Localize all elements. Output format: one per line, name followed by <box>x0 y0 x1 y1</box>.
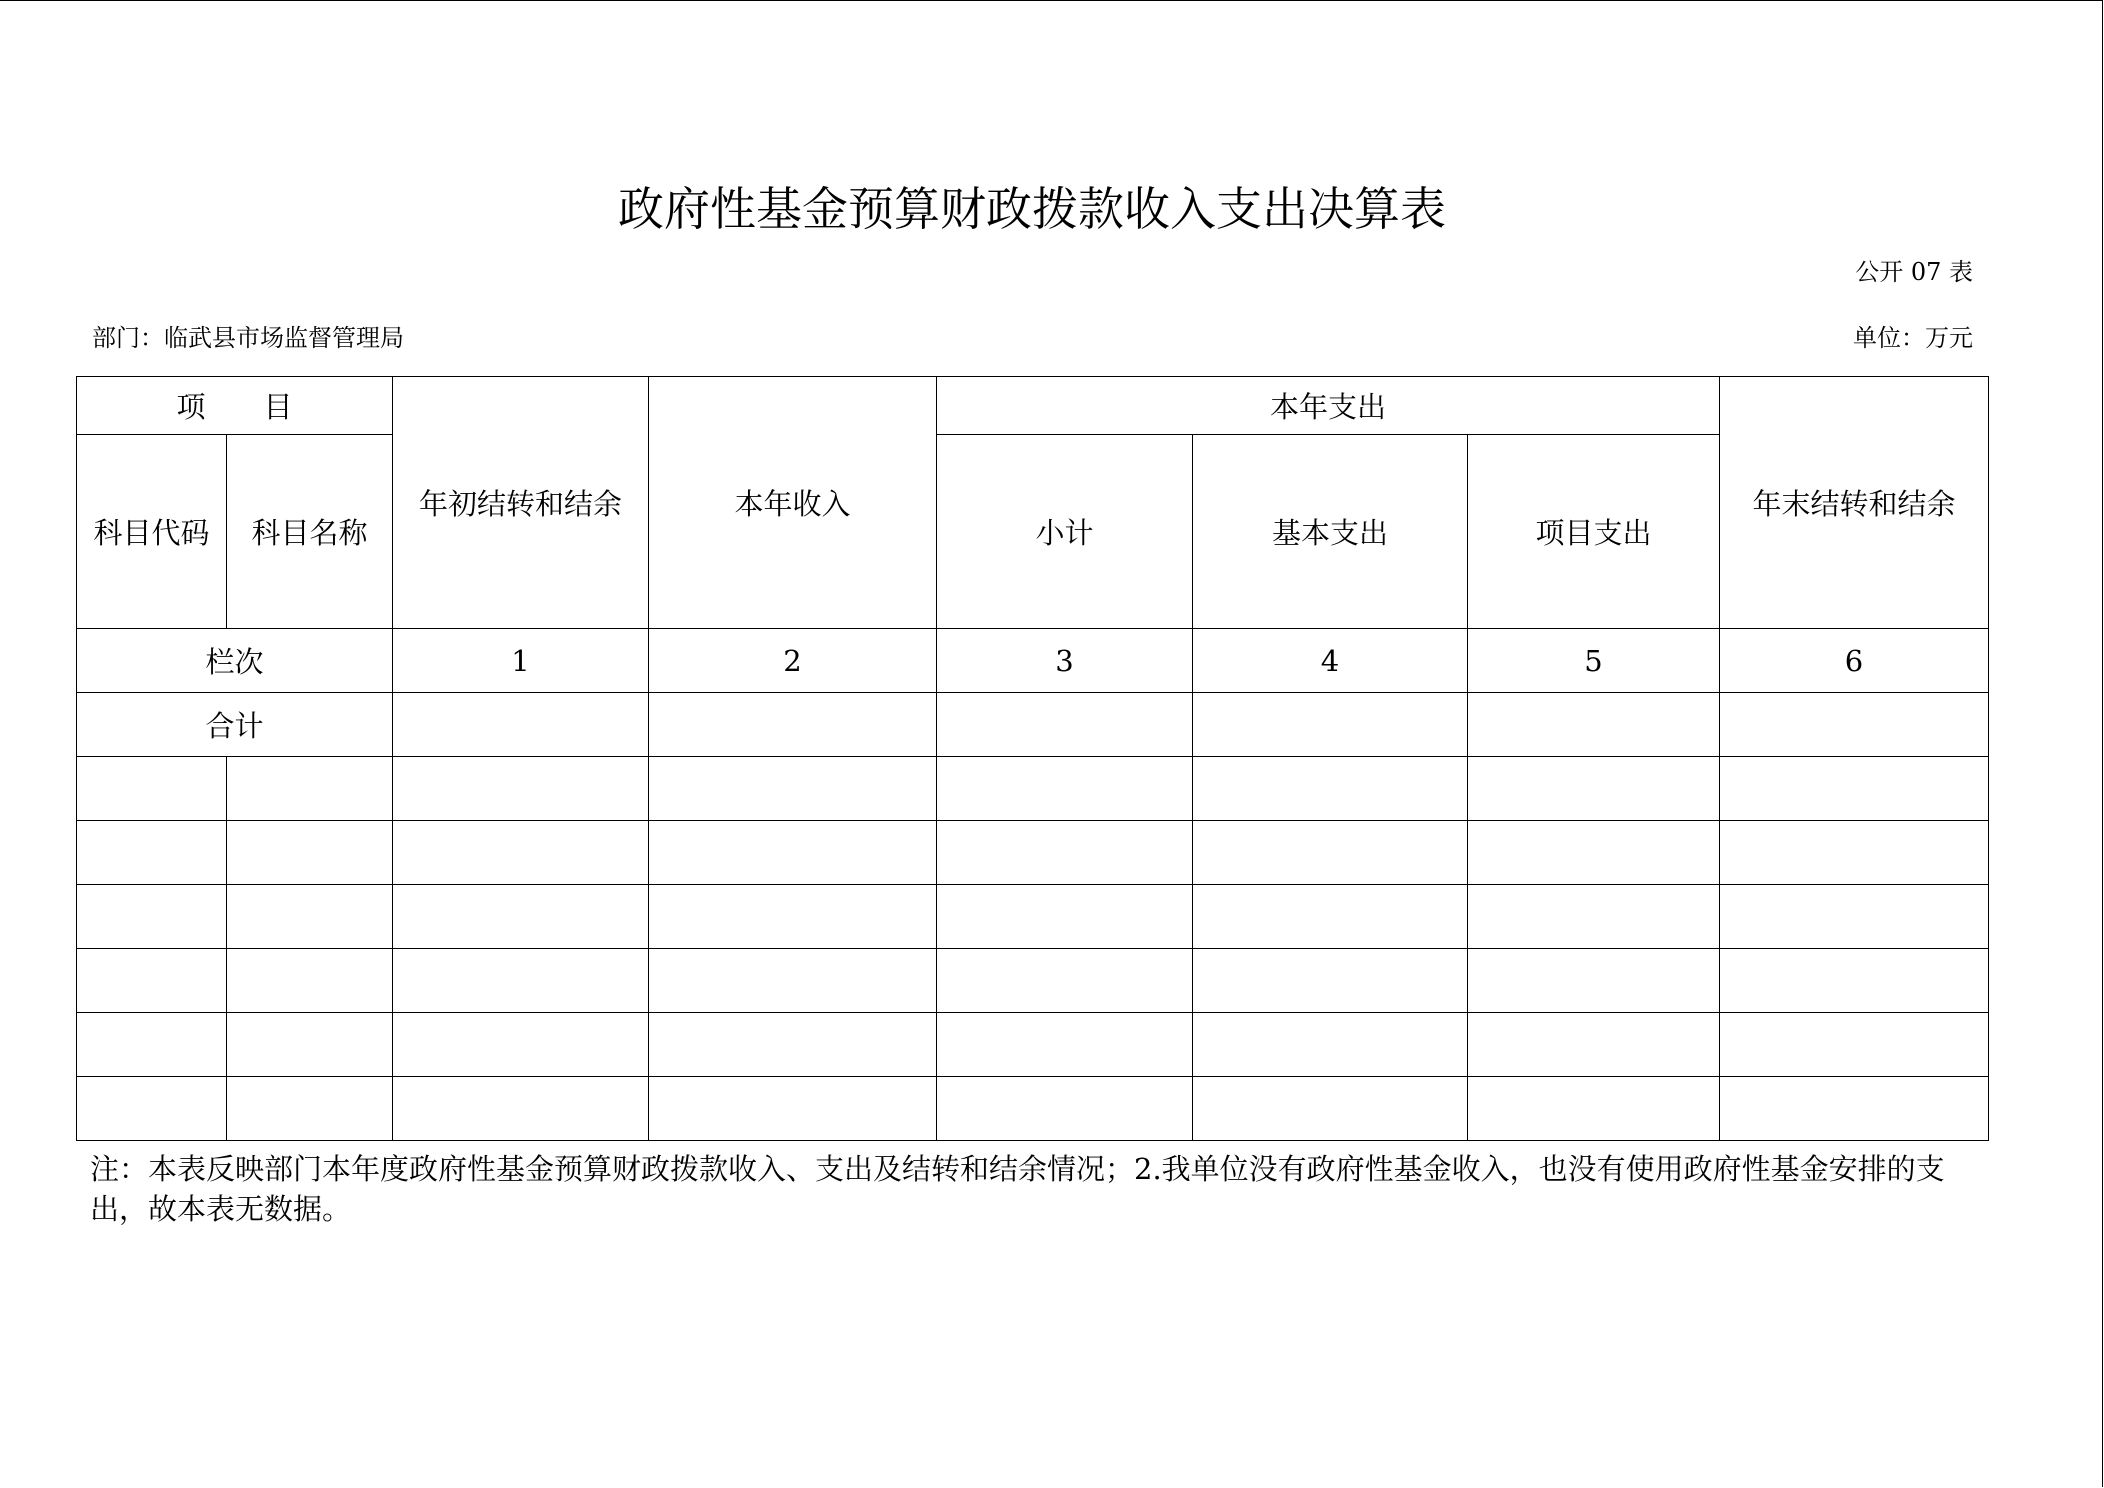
header-item: 项 目 <box>77 377 393 435</box>
table-cell <box>937 1013 1193 1077</box>
table-cell <box>937 949 1193 1013</box>
table-cell <box>649 1013 937 1077</box>
table-cell <box>1468 949 1720 1013</box>
total-label: 合计 <box>77 693 393 757</box>
table-cell <box>1720 821 1989 885</box>
column-number: 1 <box>393 629 649 693</box>
table-cell <box>937 885 1193 949</box>
table-cell <box>227 949 393 1013</box>
header-project: 项目支出 <box>1468 435 1720 629</box>
table-cell <box>1720 1013 1989 1077</box>
header-basic: 基本支出 <box>1193 435 1468 629</box>
table-cell <box>1193 885 1468 949</box>
table-cell <box>1720 757 1989 821</box>
table-cell <box>937 693 1193 757</box>
table-cell <box>1468 821 1720 885</box>
table-cell <box>393 693 649 757</box>
form-number: 公开 07 表 <box>1855 258 1973 286</box>
table-cell <box>1468 885 1720 949</box>
table-cell <box>1193 693 1468 757</box>
table-cell <box>649 693 937 757</box>
column-number: 2 <box>649 629 937 693</box>
table-cell <box>1468 757 1720 821</box>
column-number: 5 <box>1468 629 1720 693</box>
table-cell <box>649 1077 937 1141</box>
column-number-label: 栏次 <box>77 629 393 693</box>
table-row <box>77 949 1989 1013</box>
table-cell <box>393 885 649 949</box>
table-row <box>77 1077 1989 1141</box>
table-cell <box>227 1013 393 1077</box>
table-cell <box>77 1013 227 1077</box>
header-expenditure: 本年支出 <box>937 377 1720 435</box>
table-cell <box>937 1077 1193 1141</box>
table-cell <box>77 885 227 949</box>
column-number-row <box>77 629 1989 693</box>
header-income: 本年收入 <box>649 377 937 629</box>
unit-label: 单位：万元 <box>1853 324 1973 352</box>
table-cell <box>1193 949 1468 1013</box>
header-begin-balance: 年初结转和结余 <box>393 377 649 629</box>
table-cell <box>649 885 937 949</box>
table-cell <box>77 1077 227 1141</box>
table-row <box>77 885 1989 949</box>
table-cell <box>1468 693 1720 757</box>
header-row-2 <box>77 435 1989 629</box>
table-cell <box>227 885 393 949</box>
table-cell <box>227 757 393 821</box>
column-number: 6 <box>1720 629 1989 693</box>
footnote: 注：本表反映部门本年度政府性基金预算财政拨款收入、支出及结转和结余情况；2.我单位没有政府性基金收入，也没有使用政府性基金安排的支出，故本表无数据。 <box>90 1152 1945 1226</box>
table-cell <box>77 949 227 1013</box>
header-end-balance: 年末结转和结余 <box>1720 377 1989 629</box>
table-cell <box>1193 757 1468 821</box>
page-title: 政府性基金预算财政拨款收入支出决算表 <box>618 182 1446 236</box>
column-number: 4 <box>1193 629 1468 693</box>
table-cell <box>1193 821 1468 885</box>
table-cell <box>1193 1077 1468 1141</box>
table-cell <box>393 1077 649 1141</box>
header-subtotal: 小计 <box>937 435 1193 629</box>
header-name: 科目名称 <box>227 435 393 629</box>
table-row <box>77 821 1989 885</box>
table-cell <box>1193 1013 1468 1077</box>
table-cell <box>393 949 649 1013</box>
header-row-1 <box>77 377 1989 435</box>
table-cell <box>227 821 393 885</box>
table-cell <box>1720 1077 1989 1141</box>
table-cell <box>1720 949 1989 1013</box>
table-cell <box>393 1013 649 1077</box>
table-cell <box>1720 693 1989 757</box>
total-row <box>77 693 1989 757</box>
department-label: 部门：临武县市场监督管理局 <box>92 324 404 352</box>
table-cell <box>649 821 937 885</box>
table-cell <box>1468 1013 1720 1077</box>
table-cell <box>227 1077 393 1141</box>
table-cell <box>77 821 227 885</box>
table-cell <box>649 757 937 821</box>
header-code: 科目代码 <box>77 435 227 629</box>
report-table <box>76 376 1989 1141</box>
table-cell <box>393 757 649 821</box>
table-cell <box>937 757 1193 821</box>
table-cell <box>649 949 937 1013</box>
table-row <box>77 1013 1989 1077</box>
table-cell <box>77 757 227 821</box>
table-cell <box>1720 885 1989 949</box>
table-cell <box>937 821 1193 885</box>
column-number: 3 <box>937 629 1193 693</box>
table-cell <box>393 821 649 885</box>
table-cell <box>1468 1077 1720 1141</box>
table-row <box>77 757 1989 821</box>
